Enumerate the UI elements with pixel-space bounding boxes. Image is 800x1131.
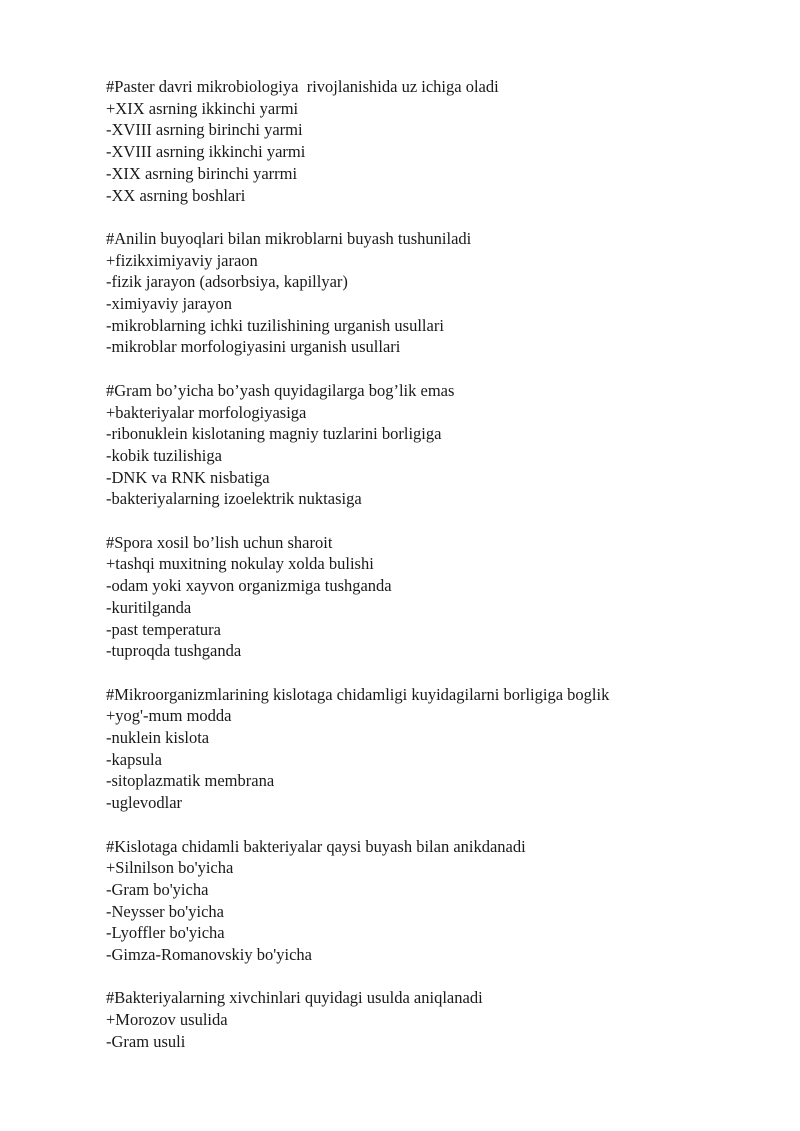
answer-option: -bakteriyalarning izoelektrik nuktasiga [106, 489, 362, 509]
question-block [106, 987, 766, 1052]
answer-option: -nuklein kislota [106, 728, 210, 748]
answer-option: -past temperatura [106, 619, 221, 639]
answer-option: -XIX asrning birinchi yarrmi [106, 163, 298, 183]
answer-option: -Gram bo'yicha [106, 879, 209, 899]
question-prompt: #Spora xosil bo’lish uchun sharoit [106, 532, 333, 552]
answer-option: +Morozov usulida [106, 1010, 228, 1030]
question-block [106, 228, 766, 358]
answer-option: -DNK va RNK nisbatiga [106, 467, 270, 487]
answer-option: -mikroblarning ichki tuzilishining urganish usullari [106, 315, 444, 335]
answer-option: +bakteriyalar morfologiyasiga [106, 402, 307, 422]
question-prompt: #Kislotaga chidamli bakteriyalar qaysi buyash bilan anikdanadi [106, 836, 526, 856]
question-prompt: #Anilin buyoqlari bilan mikroblarni buyash tushuniladi [106, 228, 472, 248]
answer-option: -Lyoffler bo'yicha [106, 923, 225, 943]
question-prompt: #Gram bo’yicha bo’yash quyidagilarga bog’lik emas [106, 380, 455, 400]
question-block [106, 684, 766, 814]
answer-option: +yog'-mum modda [106, 706, 232, 726]
answer-option: -Gram usuli [106, 1031, 186, 1051]
answer-option: -sitoplazmatik membrana [106, 771, 275, 791]
question-prompt: #Mikroorganizmlarining kislotaga chidamligi kuyidagilarni borligiga boglik [106, 684, 610, 704]
answer-option: -XVIII asrning birinchi yarmi [106, 120, 303, 140]
question-block [106, 76, 766, 206]
answer-option: -uglevodlar [106, 793, 183, 813]
question-block [106, 836, 766, 966]
question-block [106, 380, 766, 510]
answer-option: +tashqi muxitning nokulay xolda bulishi [106, 554, 374, 574]
answer-option: -Neysser bo'yicha [106, 901, 224, 921]
answer-option: -tuproqda tushganda [106, 641, 242, 661]
question-block [106, 532, 766, 662]
answer-option: +XIX asrning ikkinchi yarmi [106, 98, 299, 118]
answer-option: -ximiyaviy jarayon [106, 294, 233, 314]
answer-option: -ribonuklein kislotaning magniy tuzlarini borligiga [106, 424, 442, 444]
question-prompt: #Bakteriyalarning xivchinlari quyidagi usulda aniqlanadi [106, 988, 483, 1008]
answer-option: +fizikximiyaviy jaraon [106, 250, 258, 270]
answer-option: +Silnilson bo'yicha [106, 858, 234, 878]
answer-option: -kuritilganda [106, 597, 192, 617]
answer-option: -odam yoki xayvon organizmiga tushganda [106, 576, 392, 596]
answer-option: -kobik tuzilishiga [106, 445, 222, 465]
answer-option: -XVIII asrning ikkinchi yarmi [106, 142, 306, 162]
answer-option: -XX asrning boshlari [106, 185, 246, 205]
answer-option: -kapsula [106, 749, 162, 769]
answer-option: -mikroblar morfologiyasini urganish usullari [106, 337, 401, 357]
answer-option: -fizik jarayon (adsorbsiya, kapillyar) [106, 272, 348, 292]
question-list [106, 76, 766, 1074]
question-prompt: #Paster davri mikrobiologiya rivojlanishida uz ichiga oladi [106, 77, 499, 96]
answer-option: -Gimza-Romanovskiy bo'yicha [106, 945, 312, 965]
